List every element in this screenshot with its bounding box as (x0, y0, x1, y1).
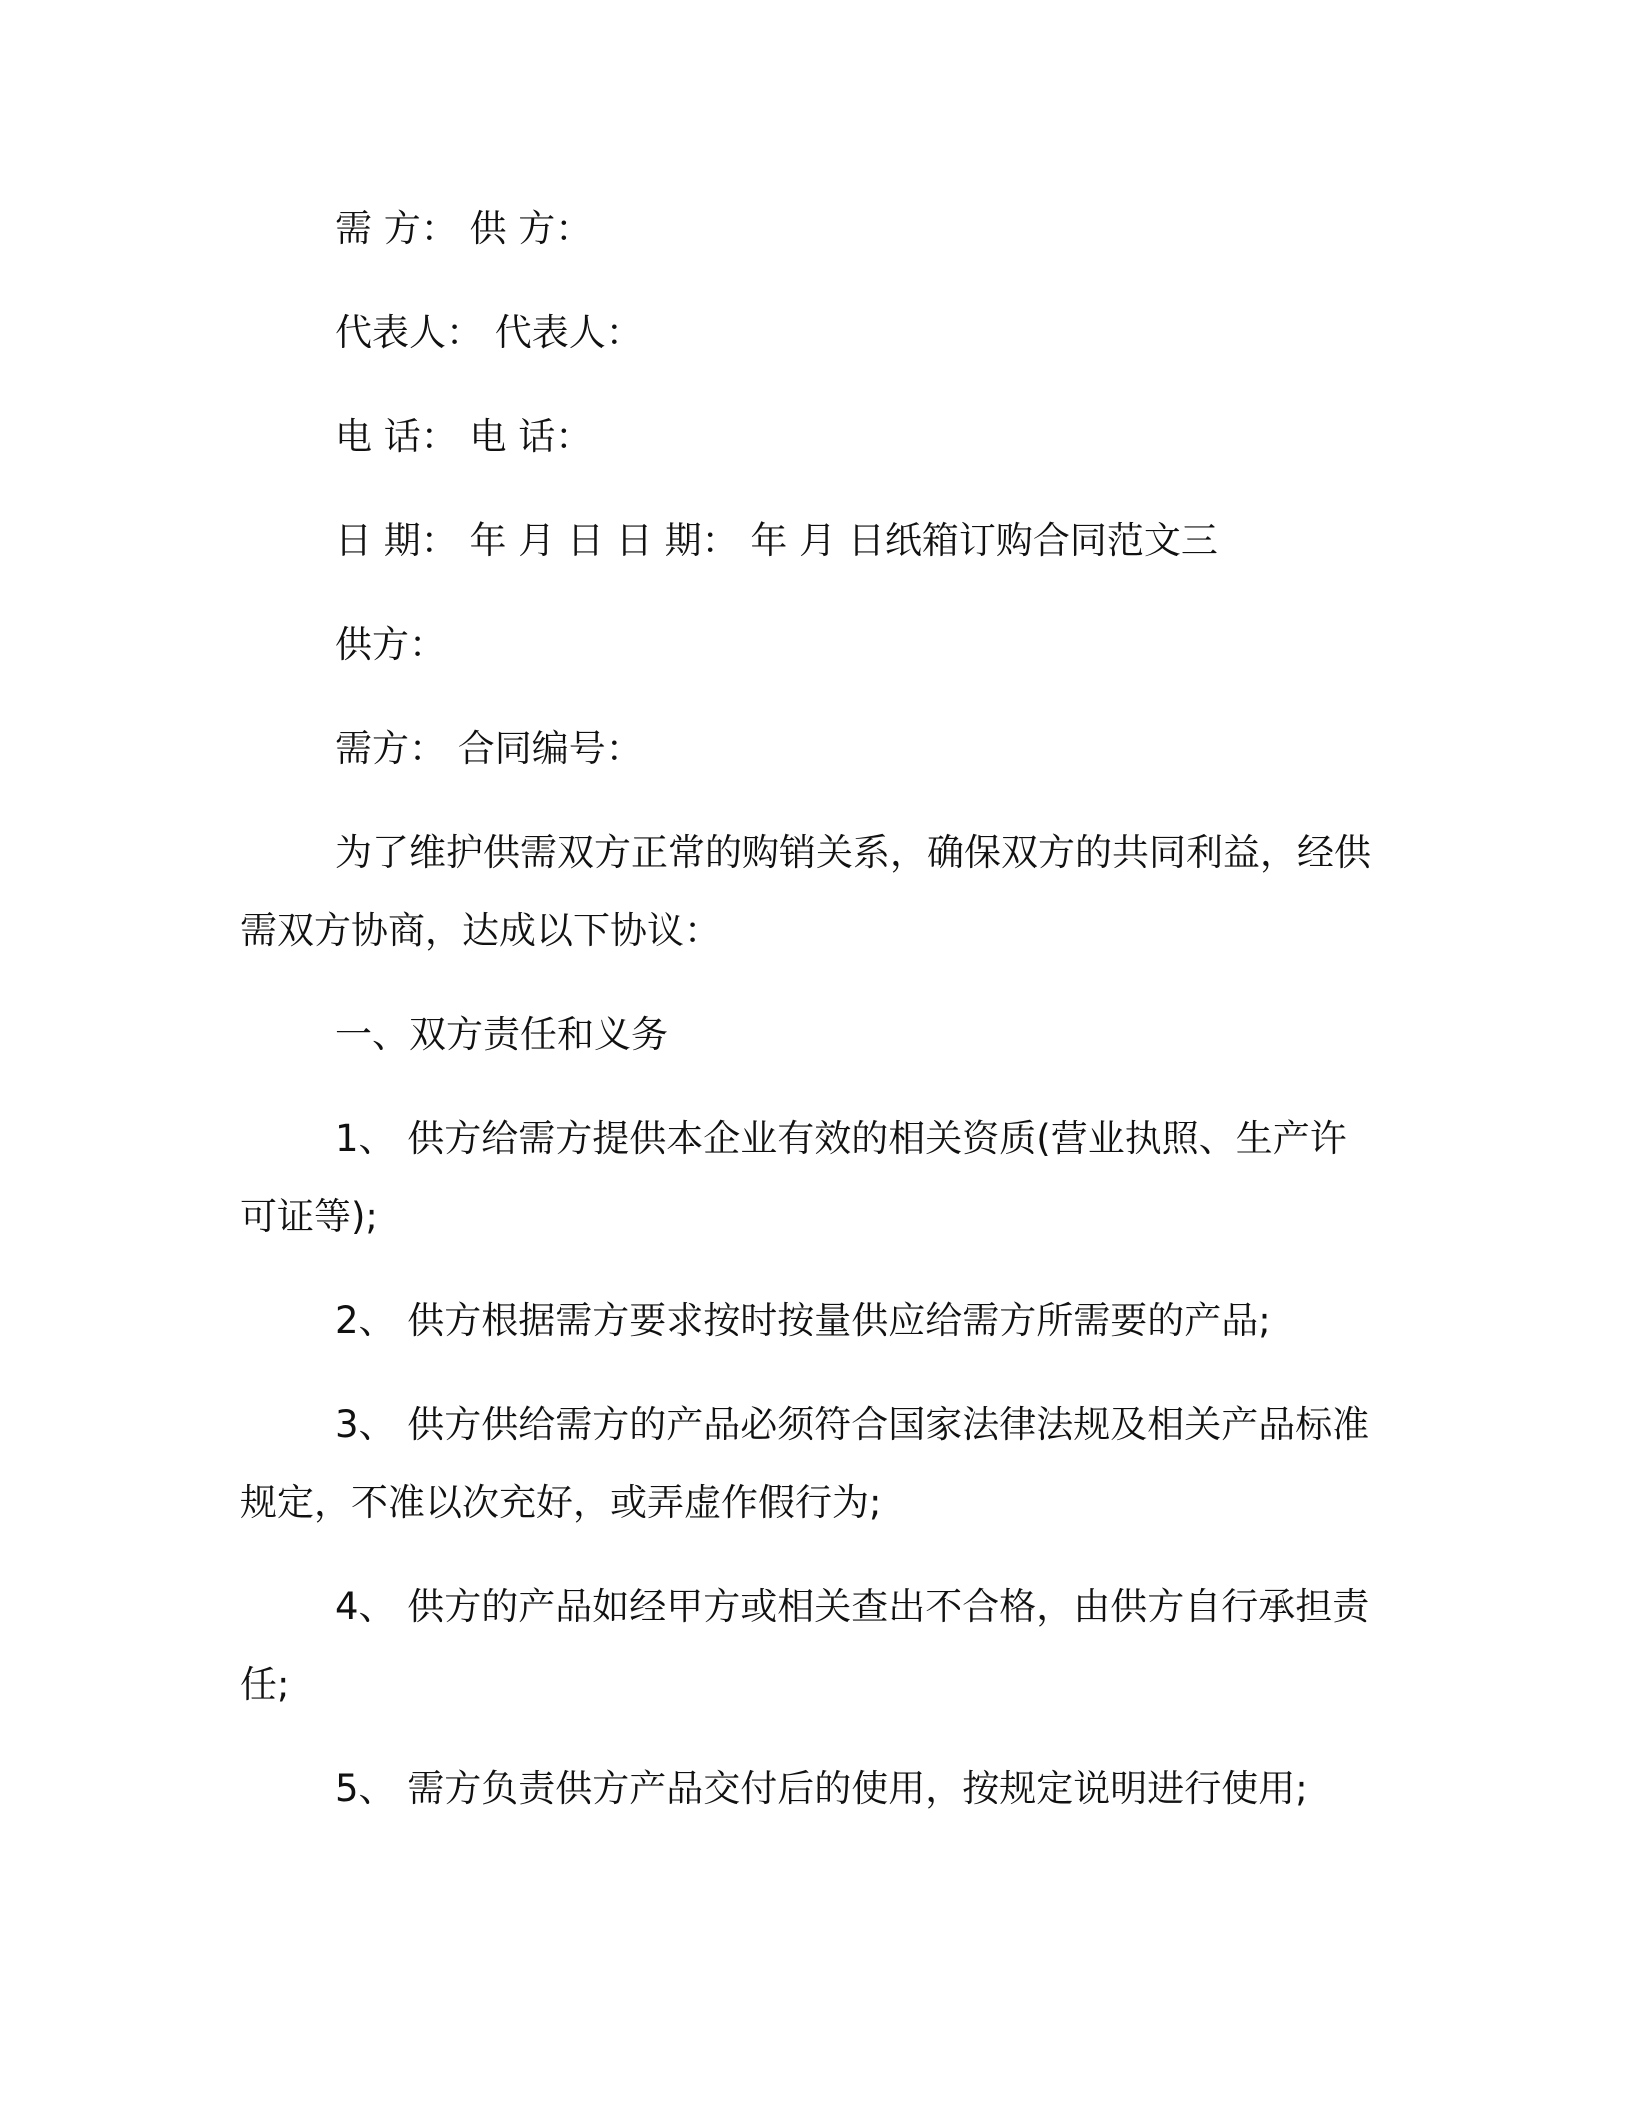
clause-2: 2、 供方根据需方要求按时按量供应给需方所需要的产品; (335, 1299, 1271, 1342)
demand-supply-party-line: 需 方： 供 方： (335, 207, 593, 250)
document-body (240, 190, 1380, 1828)
clause-4: 4、 供方的产品如经甲方或相关查出不合格，由供方自行承担责任; (240, 1585, 1370, 1706)
clause-1: 1、 供方给需方提供本企业有效的相关资质(营业执照、生产许可证等); (240, 1117, 1347, 1238)
date-title-line: 日 期： 年 月 日 日 期： 年 月 日纸箱订购合同范文三 (335, 519, 1218, 562)
representative-line: 代表人： 代表人： (335, 311, 643, 354)
clause-3: 3、 供方供给需方的产品必须符合国家法律法规及相关产品标准规定，不准以次充好，或弄虚作假行为; (240, 1403, 1370, 1524)
clause-5: 5、 需方负责供方产品交付后的使用，按规定说明进行使用; (335, 1767, 1308, 1810)
supplier-line: 供方： (335, 623, 446, 666)
phone-line: 电 话： 电 话： (335, 415, 593, 458)
intro-paragraph: 为了维护供需双方正常的购销关系，确保双方的共同利益，经供需双方协商，达成以下协议： (240, 831, 1371, 952)
section-heading-responsibilities: 一、双方责任和义务 (335, 1013, 668, 1056)
buyer-contract-number-line: 需方： 合同编号： (335, 727, 643, 770)
